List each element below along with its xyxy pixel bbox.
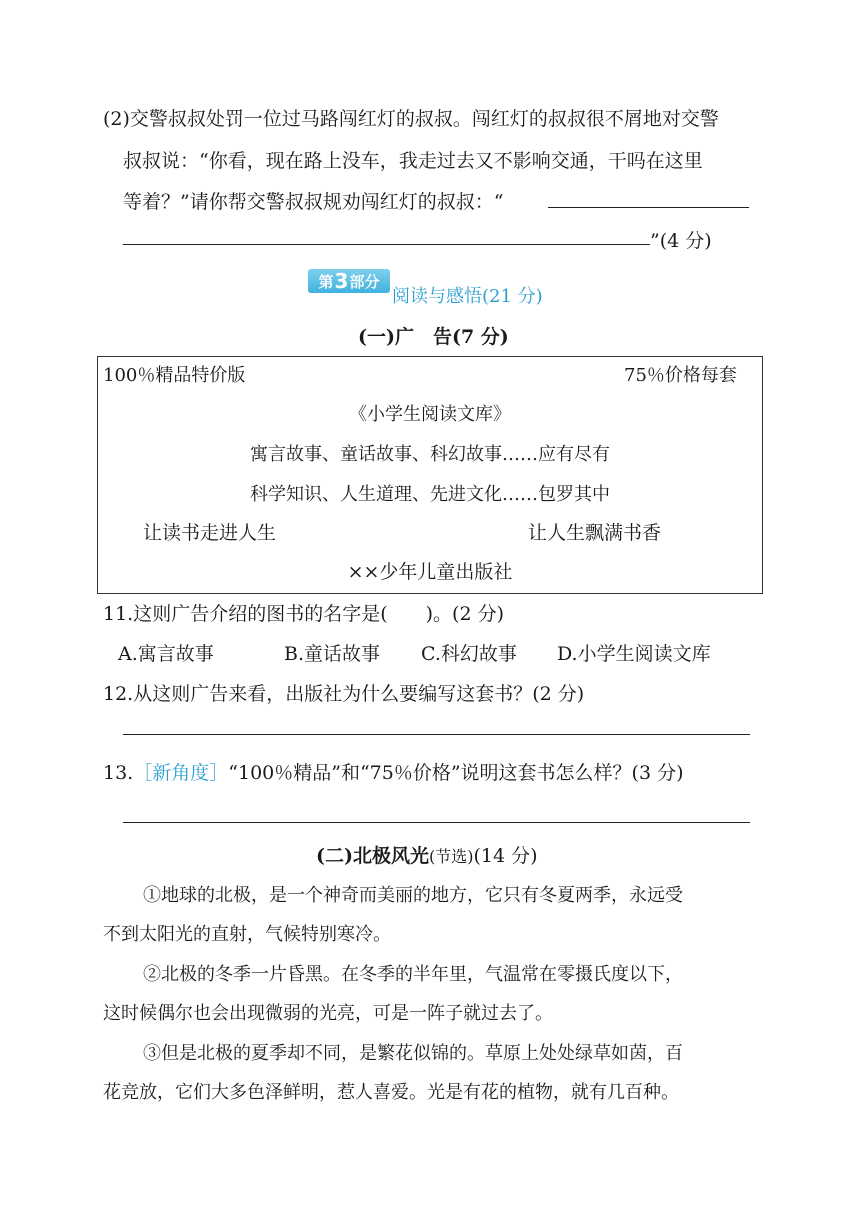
q13-number: 13. (103, 762, 134, 784)
q13-tag-close: ］ (209, 762, 229, 784)
part2-score: (14 分) (473, 845, 538, 867)
passage-p3-line-1: ③但是北极的夏季却不同，是繁花似锦的。草原上处处绿草如茵，百 (143, 1043, 683, 1064)
q11-option-b[interactable]: B.童话故事 (284, 643, 381, 665)
part2-heading (316, 841, 538, 868)
badge-suffix: 部分 (349, 272, 380, 291)
part1-heading: (一)广 告(7 分) (358, 326, 509, 348)
q2-line-1: (2)交警叔叔处罚一位过马路闯红灯的叔叔。闯红灯的叔叔很不屑地对交警 (103, 108, 719, 130)
q13-text: “100％精品”和“75％价格”说明这套书怎么样？(3 分) (228, 762, 684, 784)
q13-tag-open: ［ (133, 762, 153, 784)
badge-prefix: 第 (318, 272, 334, 291)
q2-answer-blank-2[interactable] (123, 244, 650, 245)
ad-slogan-left: 让读书走进人生 (143, 522, 277, 544)
q2-score: ”(4 分) (650, 230, 712, 252)
part2-note: (节选) (428, 847, 474, 866)
passage-p1-line-2: 不到太阳光的直射，气候特别寒冷。 (103, 924, 391, 945)
section-title: 阅读与感悟(21 分) (392, 286, 543, 307)
q2-line-3: 等着？”请你帮交警叔叔规劝闯红灯的叔叔：“ (123, 191, 504, 213)
q11-option-c[interactable]: C.科幻故事 (421, 643, 517, 665)
passage-p1-line-1: ①地球的北极，是一个神奇而美丽的地方，它只有冬夏两季，永远受 (143, 885, 683, 906)
q12-answer-line[interactable] (123, 734, 750, 735)
part2-title: (二)北极风光 (316, 845, 429, 867)
ad-book-title: 《小学生阅读文库》 (349, 404, 511, 425)
ad-top-left: 100％精品特价版 (103, 365, 246, 386)
passage-p3-line-2: 花竞放，它们大多色泽鲜明，惹人喜爱。光是有花的植物，就有几百种。 (103, 1082, 679, 1103)
passage-p2-line-1: ②北极的冬季一片昏黑。在冬季的半年里，气温常在零摄氏度以下， (143, 964, 683, 985)
ad-line-1: 寓言故事、童话故事、科幻故事……应有尽有 (250, 444, 610, 465)
ad-line-2: 科学知识、人生道理、先进文化……包罗其中 (250, 484, 610, 505)
q11-text: 11.这则广告介绍的图书的名字是( )。(2 分) (103, 603, 504, 625)
q13-new-angle-tag: 新角度 (152, 762, 210, 784)
q11-option-d[interactable]: D.小学生阅读文库 (557, 643, 711, 665)
q11-option-a[interactable]: A.寓言故事 (118, 643, 214, 665)
q13-line (103, 758, 684, 785)
q2-answer-blank-1[interactable] (548, 207, 749, 208)
section-badge (308, 269, 390, 293)
ad-top-right: 75％价格每套 (624, 365, 737, 386)
q2-line-2: 叔叔说：“你看，现在路上没车，我走过去又不影响交通，干吗在这里 (123, 150, 703, 172)
passage-p2-line-2: 这时候偶尔也会出现微弱的光亮，可是一阵子就过去了。 (103, 1003, 553, 1024)
q12-text: 12.从这则广告来看，出版社为什么要编写这套书？(2 分) (103, 683, 585, 705)
ad-publisher: ××少年儿童出版社 (347, 561, 513, 583)
badge-number: 3 (334, 269, 349, 293)
ad-slogan-right: 让人生飘满书香 (528, 522, 662, 544)
q13-answer-line[interactable] (123, 822, 750, 823)
